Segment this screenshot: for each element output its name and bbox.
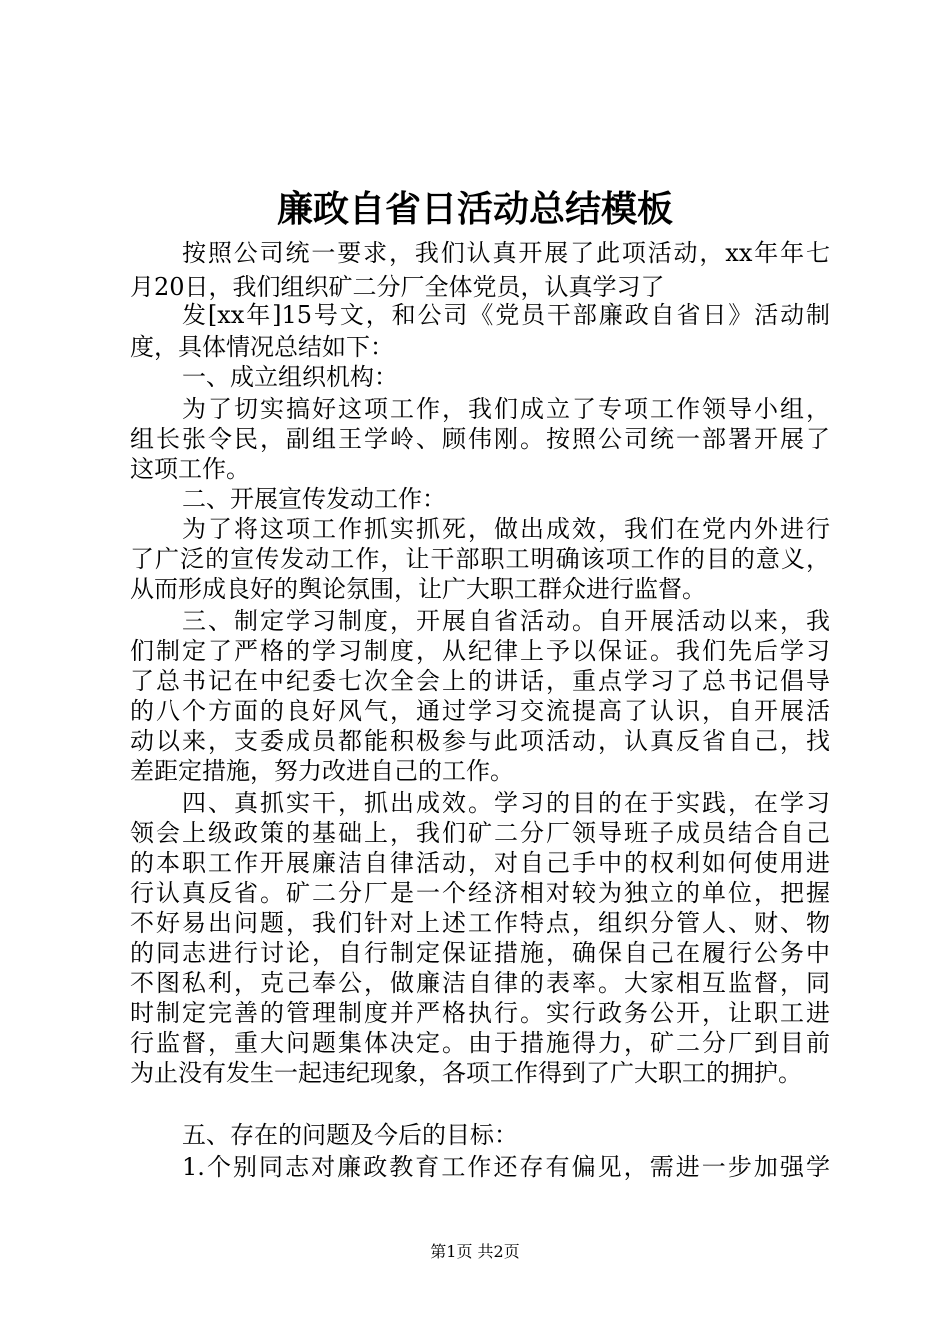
section-heading: 一、成立组织机构： [182, 363, 398, 391]
body-line: 三、制定学习制度，开展自省活动。自开展活动以来，我 [182, 607, 830, 635]
body-line: 的本职工作开展廉洁自律活动，对自己手中的权利如何使用进 [130, 849, 830, 877]
body-line: 不图私利，克己奉公，做廉洁自律的表率。大家相互监督，同 [130, 969, 830, 997]
body-line: 行监督，重大问题集体决定。由于措施得力，矿二分厂到目前 [130, 1029, 830, 1057]
body-line: 发[xx年]15号文，和公司《党员干部廉政自省日》活动制 [182, 301, 830, 329]
body-line: 月20日，我们组织矿二分厂全体党员，认真学习了 [130, 273, 665, 301]
body-line: 按照公司统一要求，我们认真开展了此项活动，xx年年七 [182, 239, 830, 267]
page-footer: 第1页 共2页 [430, 1242, 520, 1261]
body-line: 从而形成良好的舆论氛围，让广大职工群众进行监督。 [130, 575, 706, 603]
body-line: 四、真抓实干，抓出成效。学习的目的在于实践，在学习 [182, 789, 830, 817]
body-line: 为了将这项工作抓实抓死，做出成效，我们在党内外进行 [182, 515, 830, 543]
body-line: 为止没有发生一起违纪现象，各项工作得到了广大职工的拥护。 [130, 1059, 802, 1087]
body-line: 动以来，支委成员都能积极参与此项活动，认真反省自己，找 [130, 727, 830, 755]
body-line: 时制定完善的管理制度并严格执行。实行政务公开，让职工进 [130, 999, 830, 1027]
section-heading: 五、存在的问题及今后的目标： [182, 1121, 518, 1149]
body-line: 们制定了严格的学习制度，从纪律上予以保证。我们先后学习 [130, 637, 830, 665]
body-line: 这项工作。 [130, 455, 250, 483]
body-line: 差距定措施，努力改进自己的工作。 [130, 757, 514, 785]
body-line: 组长张令民，副组王学岭、顾伟刚。按照公司统一部署开展了 [130, 425, 830, 453]
body-line: 1.个别同志对廉政教育工作还存有偏见，需进一步加强学 [182, 1153, 830, 1181]
body-line: 领会上级政策的基础上，我们矿二分厂领导班子成员结合自己 [130, 819, 830, 847]
body-line: 不好易出问题，我们针对上述工作特点，组织分管人、财、物 [130, 909, 830, 937]
body-line: 了总书记在中纪委七次全会上的讲话，重点学习了总书记倡导 [130, 667, 830, 695]
section-heading: 二、开展宣传发动工作： [182, 485, 446, 513]
body-line: 的同志进行讨论，自行制定保证措施，确保自己在履行公务中 [130, 939, 830, 967]
body-line: 为了切实搞好这项工作，我们成立了专项工作领导小组， [182, 395, 830, 423]
document-title: 廉政自省日活动总结模板 [276, 188, 673, 230]
body-line: 行认真反省。矿二分厂是一个经济相对较为独立的单位，把握 [130, 879, 830, 907]
body-line: 了广泛的宣传发动工作，让干部职工明确该项工作的目的意义， [130, 545, 830, 573]
body-line: 的八个方面的良好风气，通过学习交流提高了认识，自开展活 [130, 697, 830, 725]
body-line: 度，具体情况总结如下： [130, 333, 394, 361]
